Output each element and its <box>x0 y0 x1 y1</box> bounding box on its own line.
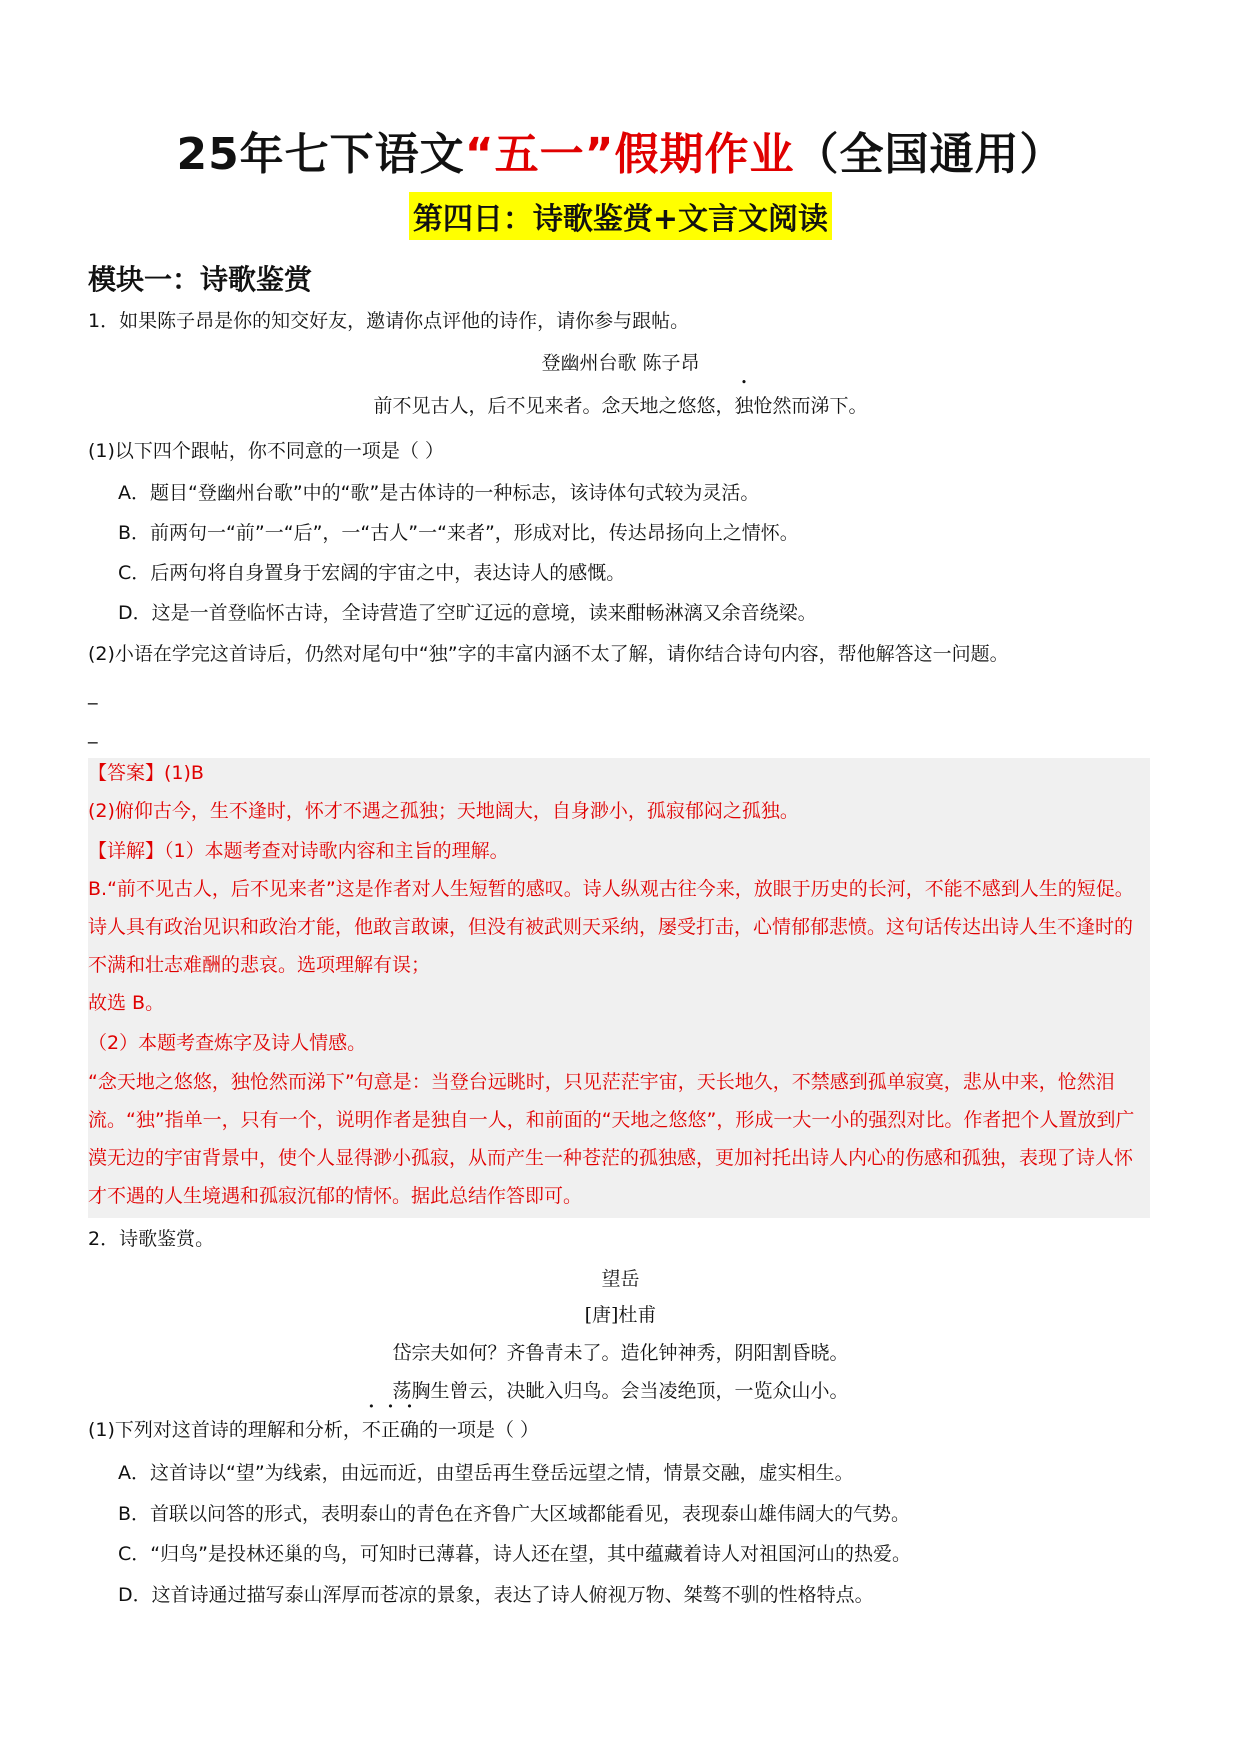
title-suffix: （全国通用） <box>794 129 1065 180</box>
explanation-paragraph-1: B.“前不见古人，后不见来者”这是作者对人生短暂的感叹。诗人纵观古往今来，放眼于历史的长河，不能不感到人生的短促。诗人具有政治见识和政治才能，他敢言敢谏，但没有被武则天采纳，屡受打击，心情郁郁悲愤。这句话传达出诗人生不逢时的不满和壮志难酬的悲哀。选项理解有误； <box>88 878 1134 976</box>
question-2-sub1-b: 的一项是（ ） <box>418 1419 540 1441</box>
title-prefix: 25年七下语文 <box>176 129 465 180</box>
poem-1-title: 登幽州台歌 陈子昂 <box>541 352 700 374</box>
question-1-option-a: A．题目“登幽州台歌”中的“歌”是古体诗的一种标志，该诗体句式较为灵活。 <box>118 482 760 504</box>
answer-blank-line: _ <box>88 722 98 744</box>
poem-2-title: 望岳 <box>601 1268 640 1290</box>
title-highlight: “五一”假期作业 <box>464 129 795 180</box>
poem-2-author: [唐]杜甫 <box>584 1304 657 1326</box>
page-title <box>0 118 1241 182</box>
question-2-option-a: A．这首诗以“望”为线索，由远而近，由望岳再生登岳远望之情，情景交融，虚实相生。 <box>118 1462 854 1484</box>
question-1-option-c: C．后两句将自身置身于宏阔的宇宙之中，表达诗人的感慨。 <box>118 562 626 584</box>
question-1-sub1: (1)以下四个跟帖，你不同意的一项是（ ） <box>88 440 444 462</box>
question-1-option-b: B．前两句一“前”一“后”，一“古人”一“来者”，形成对比，传达昂扬向上之情怀。 <box>118 522 799 544</box>
question-2-option-b: B．首联以问答的形式，表明泰山的青色在齐鲁广大区域都能看见，表现泰山雄伟阔大的气势。 <box>118 1503 911 1525</box>
poem-2-line-2: 荡胸生曾云，决眦入归鸟。会当凌绝顶，一览众山小。 <box>392 1380 849 1402</box>
poem-1-dotted-char: 独 <box>734 395 754 417</box>
question-1-sub2: (2)小语在学完这首诗后，仍然对尾句中“独”字的丰富内涵不太了解，请你结合诗句内容，帮他解答这一问题。 <box>88 643 1009 665</box>
answer-blank-line: _ <box>88 683 98 705</box>
subtitle-wrap <box>0 192 1241 240</box>
question-2-option-d: D．这首诗通过描写泰山浑厚而苍凉的景象，表达了诗人俯视万物、桀骜不驯的性格特点。 <box>118 1584 874 1606</box>
question-2-sub1 <box>88 1415 539 1442</box>
dotted-char: 确 <box>399 1419 419 1441</box>
question-2-sub1-a: (1)下列对这首诗的理解和分析， <box>88 1419 362 1441</box>
explanation-heading: 【详解】（1）本题考查对诗歌内容和主旨的理解。 <box>88 840 509 862</box>
dotted-char: 不 <box>361 1419 381 1441</box>
poem-2-line-1: 岱宗夫如何？齐鲁青未了。造化钟神秀，阴阳割昏晓。 <box>392 1342 849 1364</box>
explanation-part2-heading: （2）本题考查炼字及诗人情感。 <box>88 1032 367 1054</box>
question-2-dotted-words <box>362 1419 419 1441</box>
answer-key: 【答案】(1)B <box>88 762 204 784</box>
module-heading: 模块一：诗歌鉴赏 <box>88 263 313 296</box>
explanation-paragraph-2: “念天地之悠悠，独怆然而涕下”句意是：当登台远眺时，只见茫茫宇宙，天长地久，不禁感到孤单寂寞，悲从中来，怆然泪流。“独”指单一，只有一个，说明作者是独自一人，和前面的“天地之悠悠”，形成一大一小的强烈对比。作者把个人置放到广漠无边的宇宙背景中，使个人显得渺小孤寂，从而产生一种苍茫的孤独感，更加衬托出诗人内心的伤感和孤独，表现了诗人怀才不遇的人生境遇和孤寂沉郁的情怀。据此总结作答即可。 <box>88 1071 1135 1207</box>
poem-1-line-a: 前不见古人，后不见来者。念天地之悠悠， <box>373 395 735 417</box>
question-2-option-c: C．“归鸟”是投林还巢的鸟，可知时已薄暮，诗人还在望，其中蕴藏着诗人对祖国河山的热爱。 <box>118 1543 911 1565</box>
question-1-stem: 1．如果陈子昂是你的知交好友，邀请你点评他的诗作，请你参与跟帖。 <box>88 310 690 332</box>
poem-1-text <box>0 391 1241 418</box>
poem-1-line-b: 怆然而涕下。 <box>753 395 868 417</box>
explanation-choice: 故选 B。 <box>88 992 165 1014</box>
page-subtitle: 第四日：诗歌鉴赏+文言文阅读 <box>409 192 832 240</box>
dotted-char: 正 <box>380 1419 400 1441</box>
question-1-option-d: D．这是一首登临怀古诗，全诗营造了空旷辽远的意境，读来酣畅淋漓又余音绕梁。 <box>118 602 817 624</box>
answer-key-part2: (2)俯仰古今，生不逢时，怀才不遇之孤独；天地阔大，自身渺小，孤寂郁闷之孤独。 <box>88 800 799 822</box>
question-2-stem: 2．诗歌鉴赏。 <box>88 1228 215 1250</box>
